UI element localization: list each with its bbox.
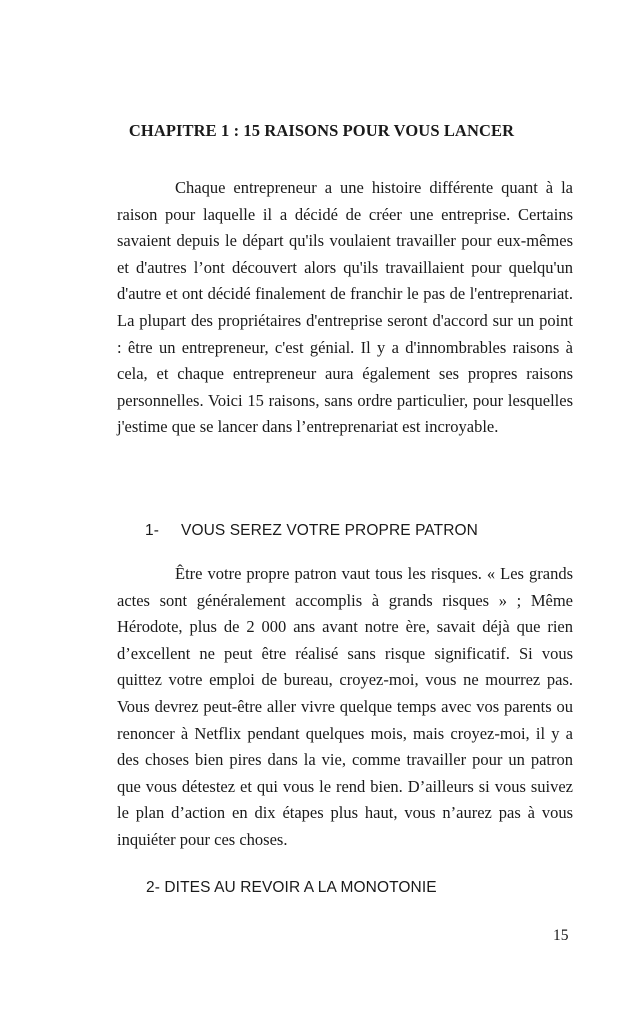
page-number: 15 xyxy=(553,927,569,944)
section-heading-1 xyxy=(145,522,478,540)
section-heading-2: 2- DITES AU REVOIR A LA MONOTONIE xyxy=(146,879,437,896)
intro-paragraph: Chaque entrepreneur a une histoire différente quant à la raison pour laquelle il a décidé de créer une entreprise. Certains savaient depuis le départ qu'ils voulaient travailler pour eux-mêmes et d'autres l’ont découvert alors qu'ils travaillaient pour quelqu'un d'autre et ont décidé finalement de franchir le pas de l'entreprenariat. La plupart des propriétaires d'entreprise seront d'accord sur un point : être un entrepreneur, c'est génial. Il y a d'innombrables raisons à cela, et chaque entrepreneur aura également ses propres raisons personnelles. Voici 15 raisons, sans ordre particulier, pour lesquelles j'estime que se lancer dans l’entreprenariat est incroyable. xyxy=(117,178,573,437)
chapter-title: CHAPITRE 1 : 15 RAISONS POUR VOUS LANCER xyxy=(128,121,515,140)
section-1-paragraph: Être votre propre patron vaut tous les risques. « Les grands actes sont généralement accomplis à grands risques » ; Même Hérodote, plus de 2 000 ans avant notre ère, savait déjà que rien d’excellent ne peut être réalisé sans risque significatif. Si vous quittez votre emploi de bureau, croyez-moi, vous ne mourrez pas. Vous devrez peut-être aller vivre quelque temps avec vos parents ou renoncer à Netflix pendant quelques mois, mais croyez-moi, il y a des choses bien pires dans la vie, comme travailler pour un patron que vous détestez et qui vous le rend bien. D’ailleurs si vous suivez le plan d’action en dix étapes plus haut, vous n’aurez pas à vous inquiéter pour ces choses. xyxy=(117,564,573,849)
section-number-1: 1- xyxy=(145,522,159,539)
section-title-1: VOUS SEREZ VOTRE PROPRE PATRON xyxy=(181,522,478,539)
